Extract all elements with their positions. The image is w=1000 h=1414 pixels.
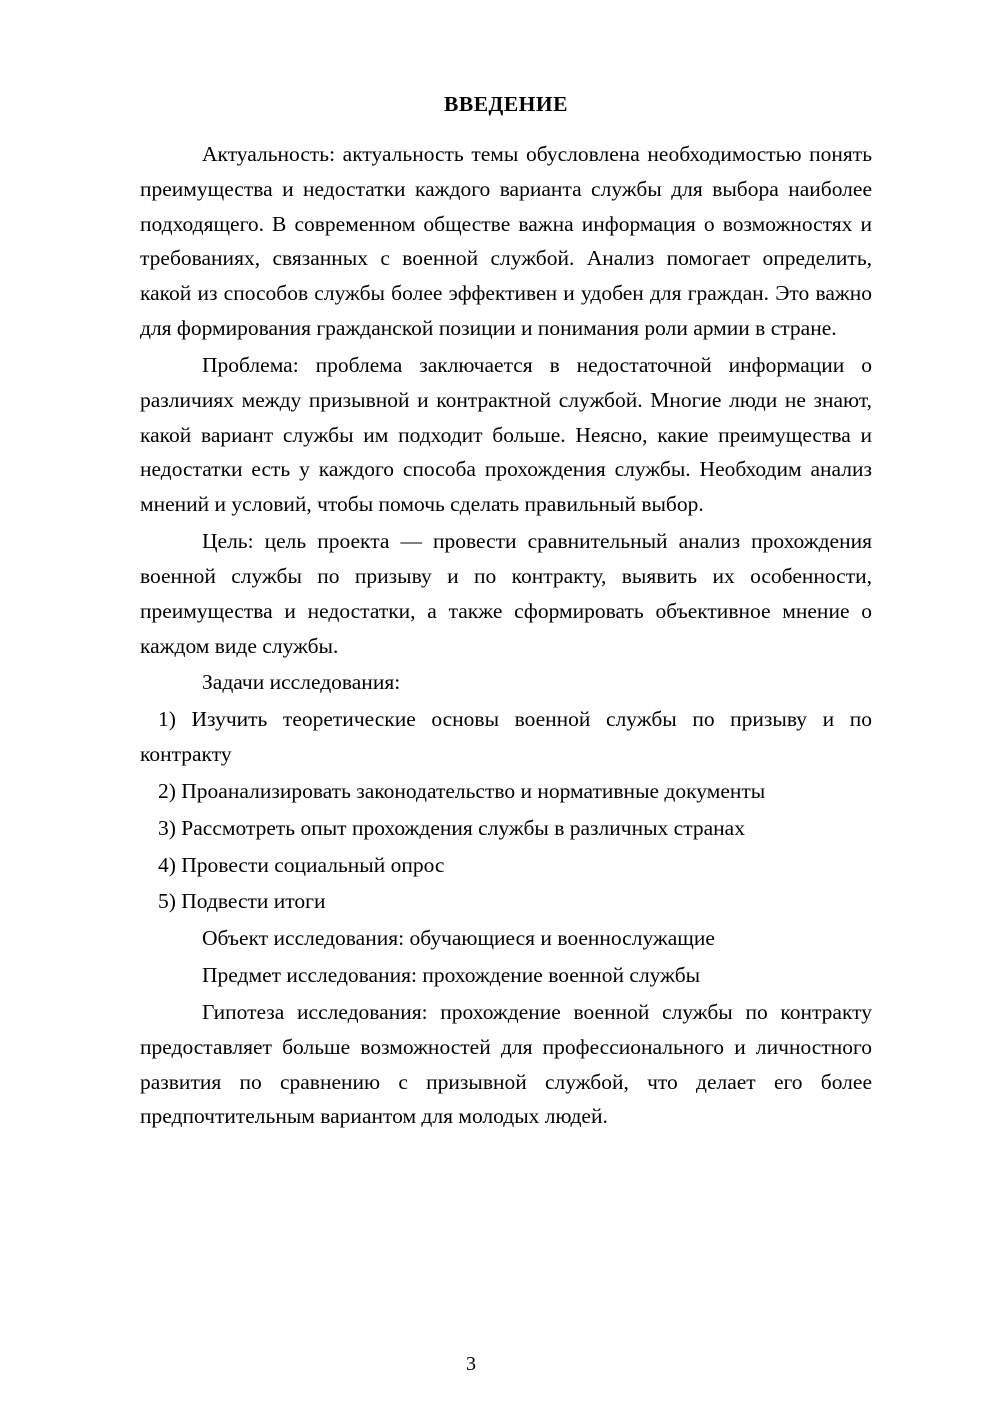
research-subject: Предмет исследования: прохождение военной службы bbox=[202, 963, 701, 988]
task-item-4: 4) Провести социальный опрос bbox=[158, 852, 445, 877]
page-number: 3 bbox=[466, 1353, 476, 1375]
paragraph-hypothesis: Гипотеза исследования: прохождение военной службы по контракту предоставляет больше возможностей для профессионального и личностного развития по сравнению с призывной службой, что делает его более предпочтительным вариантом для молодых людей. bbox=[140, 999, 872, 1129]
task-item-1: 1) Изучить теоретические основы военной службы по призыву и по контракту bbox=[140, 707, 872, 767]
paragraph-goal: Цель: цель проекта — провести сравнительный анализ прохождения военной службы по призыву и по контракту, выявить их особенности, преимущества и недостатки, а также сформировать объективное мнение о каждом виде службы. bbox=[140, 529, 872, 658]
paragraph-problem: Проблема: проблема заключается в недостаточной информации о различиях между призывной и контрактной службой. Многие люди не знают, какой вариант службы им подходит больше. Неясно, какие преимущества и недостатки есть у каждого способа прохождения службы. Необходим анализ мнений и условий, чтобы помочь сделать правильный выбор. bbox=[140, 352, 872, 517]
task-item-2: 2) Проанализировать законодательство и нормативные документы bbox=[158, 778, 766, 803]
research-object: Объект исследования: обучающиеся и военнослужащие bbox=[202, 926, 715, 951]
task-item-3: 3) Рассмотреть опыт прохождения службы в различных странах bbox=[158, 815, 745, 840]
page-title: ВВЕДЕНИЕ bbox=[444, 92, 568, 116]
paragraph-relevance: Актуальность: актуальность темы обусловлена необходимостью понять преимущества и недостатки каждого варианта службы для выбора наиболее подходящего. В современном обществе важна информация о возможностях и требованиях, связанных с военной службой. Анализ помогает определить, какой из способов службы более эффективен и удобен для граждан. Это важно для формирования гражданской позиции и понимания роли армии в стране. bbox=[140, 142, 872, 341]
tasks-heading: Задачи исследования: bbox=[202, 670, 401, 695]
task-item-5: 5) Подвести итоги bbox=[158, 889, 326, 914]
